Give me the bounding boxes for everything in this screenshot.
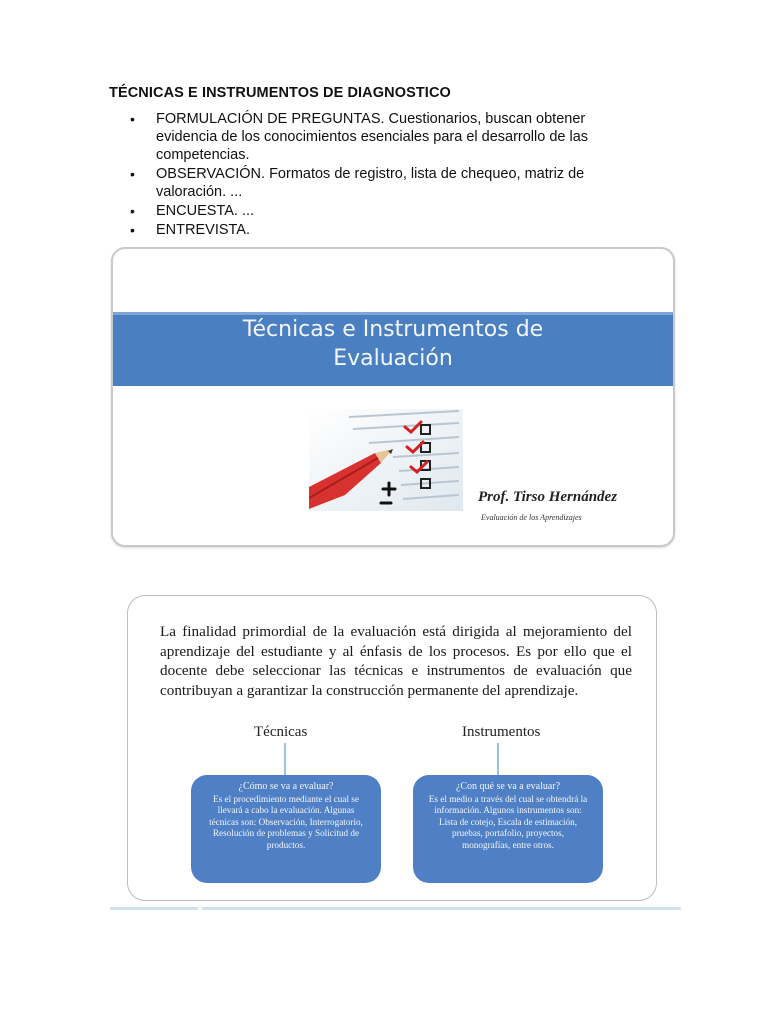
page-divider (110, 907, 681, 910)
tecnicas-label: Técnicas (254, 724, 308, 740)
slide-title-line-1: Técnicas e Instrumentos de (242, 317, 544, 342)
list-item: • ENTREVISTA. (130, 221, 630, 239)
list-item: • FORMULACIÓN DE PREGUNTAS. Cuestionarios, buscan obtener evidencia de los conocimientos esenciales para el desarrollo de las competencias. (130, 110, 630, 164)
slide-paragraph: La finalidad primordial de la evaluación está dirigida al mejoramiento del aprendizaje del estudiante y al énfasis de los procesos. Es por ello que el docente debe seleccionar las técnicas e instrumentos de evaluación que contribuyan a garantizar la construcción permanente del aprendizaje. (160, 623, 632, 699)
list-item: • ENCUESTA. ... (130, 202, 630, 220)
tecnicas-box-heading: ¿Cómo se va a evaluar? (238, 781, 334, 792)
author-name: Prof. Tirso Hernández (478, 489, 618, 505)
list-item: • OBSERVACIÓN. Formatos de registro, lista de chequeo, matriz de valoración. ... (130, 165, 630, 201)
tecnicas-box-body: Es el procedimiento mediante el cual se llevará a cabo la evaluación. Algunas técnicas son: Observación, Interrogatorio, Resolución de problemas y Solicitud de productos. (209, 793, 363, 850)
instrumentos-connector (497, 743, 499, 775)
instrumentos-box-heading: ¿Con qué se va a evaluar? (455, 781, 561, 792)
slide-title (113, 315, 673, 373)
title-slide-image (111, 247, 675, 547)
checklist-pencil-illustration (309, 409, 463, 511)
slide-title-line-2: Evaluación (333, 346, 453, 371)
instrumentos-box (413, 775, 603, 883)
instrumentos-box-body: Es el medio a través del cual se obtendrá la información. Algunos instrumentos son: Lista de cotejo, Escala de estimación, pruebas, portafolio, proyectos, monografías, entre otros. (428, 793, 588, 850)
evaluation-diagram-slide (127, 595, 657, 901)
technique-list (130, 110, 630, 240)
course-subtitle: Evaluación de los Aprendizajes (481, 513, 582, 522)
document-title: TÉCNICAS E INSTRUMENTOS DE DIAGNOSTICO (109, 85, 451, 101)
tecnicas-box (191, 775, 381, 883)
instrumentos-label: Instrumentos (462, 724, 541, 740)
tecnicas-connector (284, 743, 286, 775)
page-divider-gap (198, 906, 202, 911)
